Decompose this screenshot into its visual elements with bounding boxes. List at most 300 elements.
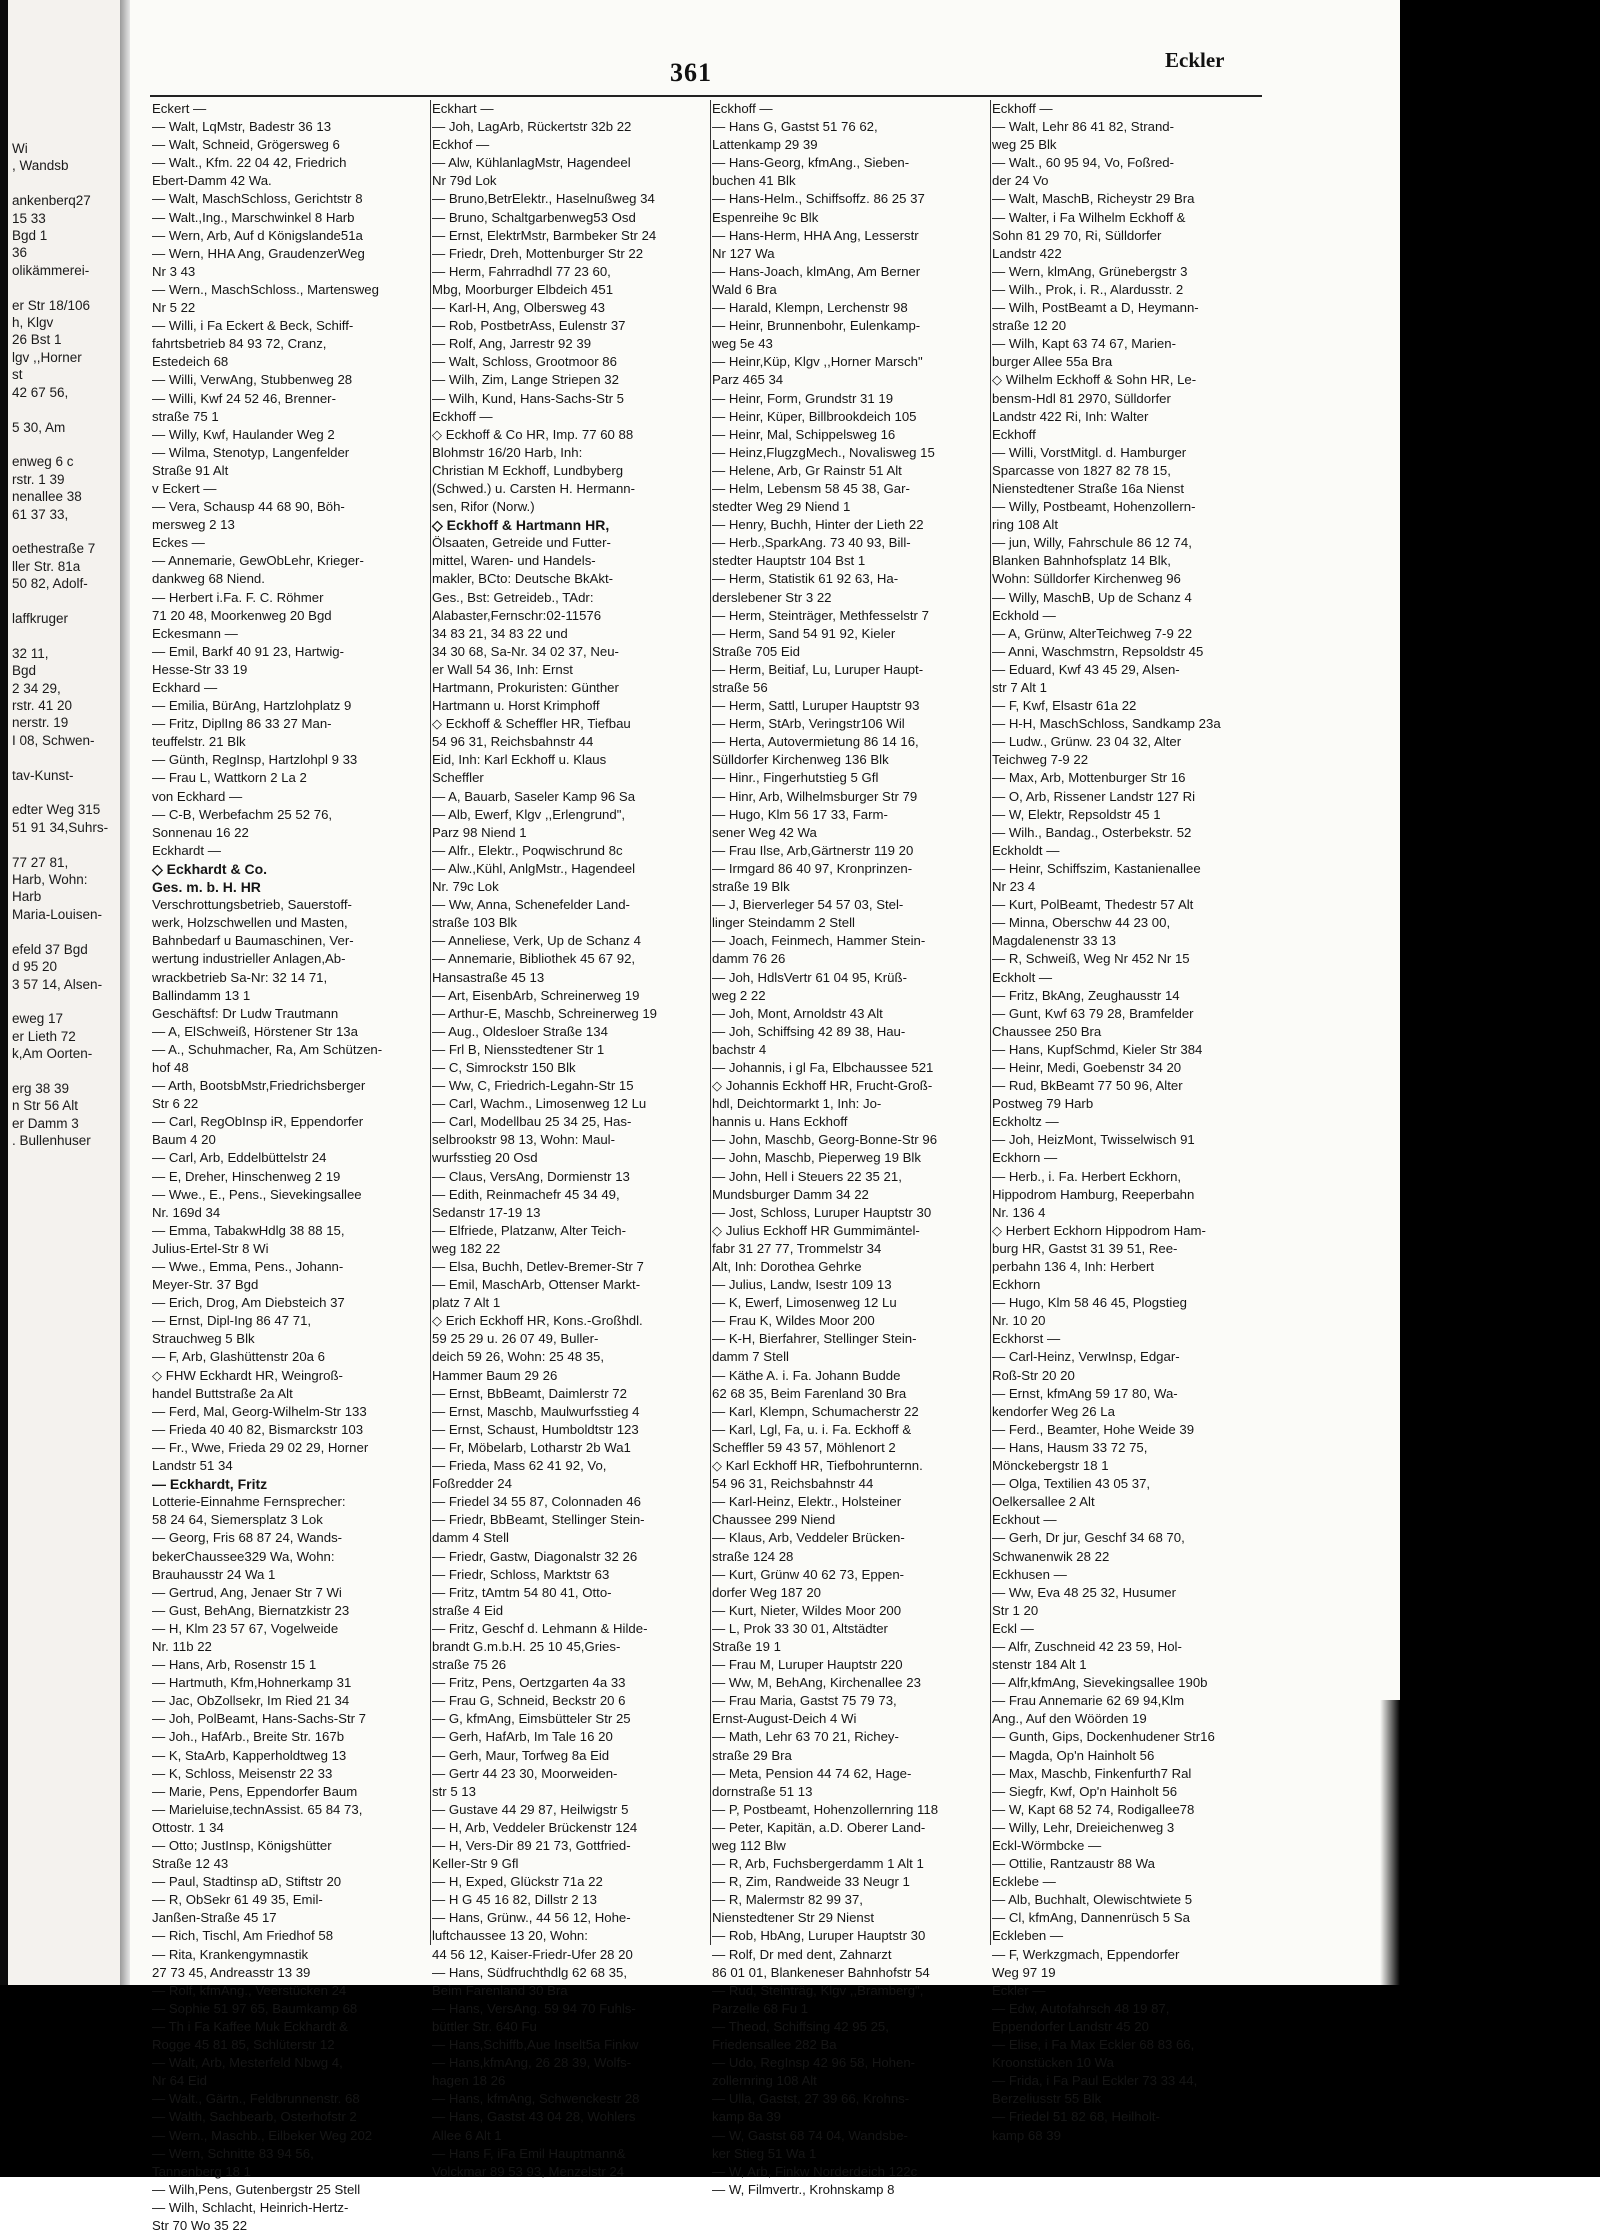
directory-entry: — Frau Maria, Gastst 75 79 73,: [712, 1693, 897, 1709]
column-divider: [430, 100, 431, 1945]
directory-entry: — Herm, Steinträger, Methfesselstr 7: [712, 607, 929, 623]
directory-entry: Ottostr. 1 34: [152, 1819, 224, 1835]
directory-entry: Mönckebergstr 18 1: [992, 1458, 1109, 1474]
directory-entry: — Frau M, Luruper Hauptstr 220: [712, 1657, 903, 1673]
directory-entry: Keller-Str 9 Gfl: [432, 1856, 519, 1872]
facing-page-line: nerstr. 19: [12, 715, 69, 731]
directory-entry: — Wern, Schnitte 83 94 56,: [152, 2145, 314, 2161]
directory-entry: straße 103 Blk: [432, 915, 518, 931]
directory-entry: — Alfr, Zuschneid 42 23 59, Hol-: [992, 1638, 1182, 1654]
facing-page-line: 42 67 56,: [12, 384, 69, 400]
directory-entry: — C, Simrockstr 150 Blk: [432, 1059, 576, 1075]
directory-entry: derslebener Str 3 22: [712, 589, 832, 605]
directory-entry: — Olga, Textilien 43 05 37,: [992, 1476, 1151, 1492]
facing-page-line: er Damm 3: [12, 1115, 79, 1131]
directory-entry: str 7 Alt 1: [992, 680, 1047, 695]
directory-entry: — Hans, KupfSchmd, Kieler Str 384: [992, 1041, 1203, 1057]
directory-entry: — Heinr, Mal, Schippelsweg 16: [712, 426, 896, 442]
directory-entry: — Alfr., Elektr., Poqwischrund 8c: [432, 842, 623, 858]
directory-entry: — Wilma, Stenotyp, Langenfelder: [152, 444, 350, 460]
directory-entry: Str 6 22: [152, 1096, 199, 1112]
facing-page-line: tav-Kunst-: [12, 767, 74, 783]
directory-entry: Nr 127 Wa: [712, 245, 775, 261]
directory-entry: — John, Hell i Steuers 22 35 21,: [712, 1168, 902, 1184]
directory-entry: — Willy, Lehr, Dreieichenweg 3: [992, 1819, 1175, 1835]
page-fold: [120, 0, 130, 1985]
directory-entry: — E, Dreher, Hinschenweg 2 19: [152, 1168, 341, 1184]
facing-page-line: rstr. 1 39: [12, 471, 65, 487]
directory-entry: — A., Schuhmacher, Ra, Am Schützen-: [152, 1041, 383, 1057]
directory-entry: teuffelstr. 21 Blk: [152, 734, 246, 750]
directory-entry: Estedeich 68: [152, 354, 229, 370]
directory-entry: — Hans, kfmAng, Schwenckestr 28: [432, 2091, 640, 2107]
directory-entry: — Ernst, Dipl-Ing 86 47 71,: [152, 1313, 312, 1329]
directory-entry: Eckhardt —: [152, 842, 221, 858]
directory-entry: — Wilh., Prok, i. R., Alardusstr. 2: [992, 281, 1184, 297]
facing-page-line: er Str 18/106: [12, 297, 91, 313]
directory-entry: Eckhorst —: [992, 1331, 1061, 1347]
facing-page-line: edter Weg 315: [12, 802, 101, 818]
directory-entry: weg 112 Blw: [712, 1838, 786, 1853]
directory-entry: Nr. 79c Lok: [432, 879, 499, 895]
directory-entry: buchen 41 Blk: [712, 173, 796, 189]
directory-entry: Oelkersallee 2 Alt: [992, 1494, 1095, 1510]
directory-entry: Straße 91 Alt: [152, 462, 229, 478]
facing-page-line: Bgd: [12, 663, 37, 679]
page-edge-shadow: [1380, 1700, 1400, 1985]
directory-entry: — Käthe A. i. Fa. Johann Budde: [712, 1367, 901, 1383]
directory-column-3: [712, 100, 982, 2197]
facing-page-line: [12, 593, 120, 610]
directory-entry: — Herm, Beitiaf, Lu, Luruper Haupt-: [712, 661, 924, 677]
directory-entry: — Willy, Kwf, Haulander Weg 2: [152, 426, 335, 442]
directory-entry: Hartmann u. Horst Krimphoff: [432, 698, 600, 714]
directory-entry: Nr. 169d 34: [152, 1204, 221, 1220]
directory-entry: hagen 18 26: [432, 2073, 506, 2089]
facing-page-line: nenallee 38: [12, 489, 82, 505]
directory-entry: Brauhausstr 24 Wa 1: [152, 1566, 276, 1582]
directory-entry: — Rita, Krankengymnastik: [152, 1946, 309, 1962]
directory-entry: — Herm, Sattl, Luruper Hauptstr 93: [712, 698, 920, 714]
facing-page-text: [12, 140, 120, 1150]
directory-entry: — Julius, Landw, Isestr 109 13: [712, 1277, 892, 1293]
facing-page-line: 15 33: [12, 210, 46, 226]
directory-entry: — Frida, i Fa Paul Eckler 73 33 44,: [992, 2073, 1198, 2089]
facing-page-line: [12, 175, 120, 192]
directory-entry: — K, StaArb, Kapperholdtweg 13: [152, 1747, 347, 1763]
directory-entry: — Karl, Klempn, Schumacherstr 22: [712, 1403, 919, 1419]
directory-entry: Eckholt —: [992, 969, 1053, 985]
directory-entry: Allee 6 Alt 1: [432, 2127, 502, 2143]
directory-entry: — Elsa, Buchh, Detlev-Bremer-Str 7: [432, 1259, 644, 1274]
directory-entry: Rogge 45 81 85, Schlüterstr 12: [152, 2037, 335, 2053]
directory-entry: Wald 6 Bra: [712, 281, 777, 297]
directory-entry: — H, Arb, Veddeler Brückenstr 124: [432, 1819, 638, 1835]
directory-entry: Lotterie-Einnahme Fernsprecher:: [152, 1494, 346, 1510]
directory-entry: dornstraße 51 13: [712, 1783, 813, 1799]
directory-entry: — Karl-H, Ang, Olbersweg 43: [432, 300, 605, 316]
directory-entry: — Max, Maschb, Finkenfurth7 Ral: [992, 1765, 1192, 1781]
facing-page-line: [12, 1063, 120, 1080]
directory-entry: straße 19 Blk: [712, 879, 790, 895]
directory-entry: Parz 98 Niend 1: [432, 824, 527, 840]
directory-entry: — Joh, HdlsVertr 61 04 95, Krüß-: [712, 969, 907, 985]
directory-entry: — R, ObSekr 61 49 35, Emil-: [152, 1892, 323, 1908]
directory-entry: wurfsstieg 20 Osd: [432, 1150, 538, 1166]
directory-entry: Eid, Inh: Karl Eckhoff u. Klaus: [432, 752, 607, 768]
directory-entry: — Joh, Schiffsing 42 89 38, Hau-: [712, 1023, 906, 1039]
directory-entry: — Hans, Arb, Rosenstr 15 1: [152, 1657, 317, 1673]
directory-entry: wertung industrieller Anlagen,Ab-: [152, 951, 346, 967]
directory-entry: sen, Rifor (Norw.): [432, 499, 535, 515]
directory-entry: Ballindamm 13 1: [152, 987, 251, 1003]
directory-entry: Eckholdt —: [992, 842, 1060, 858]
directory-entry: — P, Postbeamt, Hohenzollernring 118: [712, 1801, 939, 1817]
directory-entry: Nr 3 43: [152, 263, 196, 279]
directory-entry: — H, Klm 23 57 67, Vogelweide: [152, 1620, 339, 1636]
directory-entry: Eckhusen —: [992, 1566, 1067, 1582]
directory-entry: weg 182 22: [432, 1240, 501, 1256]
directory-entry: hdl, Deichtormarkt 1, Inh: Jo-: [712, 1096, 882, 1112]
directory-entry: Wohn: Sülldorfer Kirchenweg 96: [992, 571, 1181, 587]
directory-entry: straße 124 28: [712, 1548, 794, 1564]
facing-page-line: d 95 20: [12, 959, 58, 975]
directory-entry: — W, Arb, Finkw Norderdeich 122c: [712, 2163, 918, 2179]
directory-entry: — Walt., Gärtn., Feldbrunnenstr. 68: [152, 2091, 360, 2107]
directory-entry: Eckhof —: [432, 137, 490, 153]
directory-entry: weg 5e 43: [712, 336, 773, 352]
facing-page-line: Maria-Louisen-: [12, 906, 103, 922]
directory-entry: Ebert-Damm 42 Wa.: [152, 173, 272, 189]
directory-entry: — Kurt, Grünw 40 62 73, Eppen-: [712, 1566, 905, 1582]
facing-page-line: . Bullenhuser: [12, 1133, 91, 1149]
directory-entry: — R, Zim, Randweide 33 Neugr 1: [712, 1874, 910, 1890]
directory-entry: Landstr 51 34: [152, 1458, 233, 1474]
directory-entry: weg 2 22: [712, 987, 766, 1003]
directory-entry: Ecklebe —: [992, 1874, 1056, 1890]
directory-entry: Beim Farenland 30 Bra: [432, 1982, 568, 1998]
directory-entry: — Helene, Arb, Gr Rainstr 51 Alt: [712, 462, 902, 478]
directory-entry: — Joh, LagArb, Rückertstr 32b 22: [432, 119, 632, 135]
directory-entry: — Gerh, HafArb, Im Tale 16 20: [432, 1729, 613, 1745]
directory-entry: — Udo, RegInsp 42 96 58, Hohen-: [712, 2055, 916, 2071]
page-number: 361: [670, 58, 712, 87]
directory-entry: — Günth, RegInsp, Hartzlohpl 9 33: [152, 752, 358, 768]
directory-entry: — Hans F, iFa Emil Hauptmann&: [432, 2145, 626, 2161]
directory-entry: — Rolf, Ang, Jarrestr 92 39: [432, 336, 592, 352]
facing-page-line: Harb: [12, 889, 42, 905]
directory-entry: — Carl, Arb, Eddelbüttelstr 24: [152, 1150, 327, 1166]
directory-entry: — Ww, C, Friedrich-Legahn-Str 15: [432, 1078, 634, 1094]
directory-entry: Parz 465 34: [712, 372, 784, 388]
directory-entry: — F, Arb, Glashüttenstr 20a 6: [152, 1349, 325, 1365]
directory-entry: — Ulla, Gastst, 27 39 66, Krohns-: [712, 2091, 910, 2107]
directory-entry: — Gustave 44 29 87, Heilwigstr 5: [432, 1801, 629, 1817]
directory-entry: Scheffler 59 43 57, Möhlenort 2: [712, 1439, 896, 1455]
directory-entry: — Georg, Fris 68 87 24, Wands-: [152, 1530, 343, 1546]
directory-entry: — C-B, Werbefachm 25 52 76,: [152, 806, 333, 822]
facing-page-line: 77 27 81,: [12, 854, 69, 870]
directory-entry: — Friedel 34 55 87, Colonnaden 46: [432, 1494, 641, 1510]
directory-entry: der 24 Vo: [992, 173, 1049, 189]
directory-entry: bekerChaussee329 Wa, Wohn:: [152, 1548, 335, 1564]
directory-entry: — Heinr, Brunnenbohr, Eulenkamp-: [712, 318, 921, 334]
directory-entry: Nienstedtener Str 29 Nienst: [712, 1910, 874, 1926]
directory-entry: 62 68 35, Beim Farenland 30 Bra: [712, 1385, 907, 1401]
directory-entry: Ölsaaten, Getreide und Futter-: [432, 535, 611, 551]
facing-page-line: st: [12, 367, 23, 383]
directory-entry: — Hans, VersAng. 59 94 70 Fuhls-: [432, 2000, 636, 2016]
directory-entry: brandt G.m.b.H. 25 10 45,Gries-: [432, 1638, 621, 1654]
directory-entry: Alabaster,Fernschr:02-11576: [432, 607, 602, 623]
directory-entry: — Willy, MaschB, Up de Schanz 4: [992, 589, 1192, 605]
directory-entry: Sülldorfer Kirchenweg 136 Blk: [712, 752, 889, 768]
directory-entry: — Fritz, DiplIng 86 33 27 Man-: [152, 716, 332, 732]
directory-entry: mersweg 2 13: [152, 517, 235, 533]
directory-entry: Sonnenau 16 22: [152, 824, 249, 840]
directory-entry: — Alw, KühlanlagMstr, Hagendeel: [432, 155, 631, 171]
directory-entry: — Helm, Lebensm 58 45 38, Gar-: [712, 480, 910, 496]
directory-entry: — Hugo, Klm 56 17 33, Farm-: [712, 806, 888, 822]
directory-entry: — Hans-Herm, HHA Ang, Lesserstr: [712, 227, 919, 243]
directory-entry: — Friedr, Schloss, Marktstr 63: [432, 1566, 610, 1582]
directory-entry: — Herb.,SparkAng. 73 40 93, Bill-: [712, 535, 911, 551]
directory-entry: str 5 13: [432, 1783, 476, 1799]
directory-entry: (Schwed.) u. Carsten H. Hermann-: [432, 480, 636, 496]
directory-entry: Friedensallee 282 Ba: [712, 2037, 837, 2053]
directory-entry: — Rolf, kfmAng., Veerstücken 24: [152, 1982, 347, 1998]
directory-entry: — O, Arb, Rissener Landstr 127 Ri: [992, 788, 1196, 804]
facing-page-line: enweg 6 c: [12, 454, 74, 470]
directory-entry: Strauchweg 5 Blk: [152, 1331, 255, 1347]
directory-entry: 44 56 12, Kaiser-Friedr-Ufer 28 20: [432, 1946, 633, 1962]
directory-entry: Nr 23 4: [992, 879, 1036, 895]
directory-entry: Eckert —: [152, 101, 207, 116]
facing-page-line: efeld 37 Bgd: [12, 941, 88, 957]
directory-entry: 54 96 31, Reichsbahnstr 44: [712, 1476, 874, 1492]
directory-entry: — Walt, Schloss, Grootmoor 86: [432, 354, 617, 370]
directory-entry: — Heinr,Küp, Klgv ,,Horner Marsch": [712, 354, 923, 370]
directory-entry: Sohn 81 29 70, Ri, Sülldorfer: [992, 227, 1162, 243]
directory-entry: kamp 68 39: [992, 2127, 1061, 2143]
directory-entry: burg HR, Gastst 31 39 51, Ree-: [992, 1240, 1178, 1256]
directory-entry: Nr 5 22: [152, 300, 196, 316]
directory-entry: Eckleben —: [992, 1928, 1064, 1944]
directory-entry: Landstr 422 Ri, Inh: Walter: [992, 408, 1149, 424]
directory-entry: Nr. 10 20: [992, 1313, 1046, 1329]
directory-entry: — Frieda 40 40 82, Bismarckstr 103: [152, 1421, 364, 1437]
directory-entry: — Annemarie, Bibliothek 45 67 92,: [432, 951, 636, 967]
directory-entry: — Hans,Schiffb,Aue Inselt5a Finkw: [432, 2037, 639, 2053]
directory-entry: — H, Exped, Glückstr 71a 22: [432, 1874, 603, 1890]
directory-entry: — Wwe., E., Pens., Sievekingsallee: [152, 1186, 362, 1202]
directory-entry: — Bruno, Schaltgarbenweg53 Osd: [432, 209, 636, 225]
directory-entry: Alt, Inh: Dorothea Gehrke: [712, 1259, 862, 1274]
directory-entry: straße 75 26: [432, 1657, 507, 1673]
directory-entry: — Joh, PolBeamt, Hans-Sachs-Str 7: [152, 1711, 367, 1727]
directory-entry: — R, Malermstr 82 99 37,: [712, 1892, 863, 1908]
directory-entry: — H G 45 16 82, Dillstr 2 13: [432, 1892, 597, 1908]
directory-entry: Nienstedtener Straße 16a Nienst: [992, 480, 1185, 496]
directory-entry: Scheffler: [432, 770, 484, 786]
directory-entry: — Anni, Waschmstrn, Repsoldstr 45: [992, 643, 1204, 659]
directory-entry: ◇ Johannis Eckhoff HR, Frucht-Groß-: [712, 1078, 933, 1094]
directory-entry: — Fritz, Pens, Oertzgarten 4a 33: [432, 1675, 626, 1691]
directory-entry: — Gertr 44 23 30, Moorweiden-: [432, 1765, 618, 1781]
directory-entry: 54 96 31, Reichsbahnstr 44: [432, 734, 594, 750]
directory-entry: ring 108 Alt: [992, 517, 1058, 533]
scan-border-right: [1400, 0, 1600, 2177]
directory-entry: — Alw.,Kühl, AnlgMstr., Hagendeel: [432, 860, 636, 876]
directory-entry: Ang., Auf den Wöörden 19: [992, 1711, 1147, 1727]
facing-page-line: erg 38 39: [12, 1080, 70, 1096]
directory-entry: — W, Filmvertr., Krohnskamp 8: [712, 2181, 895, 2197]
directory-entry: — Rich, Tischl, Am Friedhof 58: [152, 1928, 334, 1944]
directory-entry: Hippodrom Hamburg, Reeperbahn: [992, 1186, 1195, 1202]
facing-page-line: 5 30, Am: [12, 419, 66, 435]
directory-entry: stedter Hauptstr 104 Bst 1: [712, 553, 866, 569]
directory-entry: Verschrottungsbetrieb, Sauerstoff-: [152, 897, 352, 913]
directory-entry: Eckhoff —: [992, 101, 1053, 116]
directory-entry: — Wilh, Kund, Hans-Sachs-Str 5: [432, 390, 625, 406]
directory-entry: — Elfriede, Platzanw, Alter Teich-: [432, 1222, 626, 1238]
firm-entry: Ges. m. b. H. HR: [152, 879, 261, 896]
header-rule: [150, 95, 1262, 97]
directory-entry: — Carl-Heinz, VerwInsp, Edgar-: [992, 1349, 1180, 1365]
directory-entry: — A, ElSchweiß, Hörstener Str 13a: [152, 1023, 358, 1039]
directory-entry: Eckl —: [992, 1620, 1034, 1636]
directory-entry: — Emil, MaschArb, Ottenser Markt-: [432, 1277, 641, 1293]
directory-entry: — Emma, TabakwHdlg 38 88 15,: [152, 1222, 345, 1238]
directory-entry: Volckmar 89 53 93, Menzelstr 24: [432, 2163, 625, 2179]
directory-entry: — Ernst, Schaust, Humboldtstr 123: [432, 1421, 639, 1437]
directory-entry: — Walt., 60 95 94, Vo, Foßred-: [992, 155, 1175, 171]
directory-entry: — K, Schloss, Meisenstr 22 33: [152, 1765, 333, 1781]
directory-entry: Postweg 79 Harb: [992, 1096, 1094, 1112]
firm-entry: ◇ Eckhardt & Co.: [152, 860, 268, 877]
column-divider: [990, 100, 991, 1945]
directory-entry: — Hans, Grünw., 44 56 12, Hohe-: [432, 1910, 631, 1926]
directory-entry: — Art, EisenbArb, Schreinerweg 19: [432, 987, 640, 1003]
directory-entry: — Frau Ilse, Arb,Gärtnerstr 119 20: [712, 842, 914, 858]
directory-entry: — A, Grünw, AlterTeichweg 7-9 22: [992, 625, 1193, 641]
directory-entry: bensm-Hdl 81 2970, Sülldorfer: [992, 390, 1171, 406]
directory-entry: — Frau K, Wildes Moor 200: [712, 1313, 875, 1329]
directory-entry: — Theod, Schiffsing 42 95 25,: [712, 2018, 889, 2034]
directory-entry: Magdalenenstr 33 13: [992, 933, 1116, 949]
directory-entry: — Ww, Anna, Schenefelder Land-: [432, 897, 630, 913]
directory-entry: — Edw, Autofahrsch 48 19 87,: [992, 2000, 1170, 2016]
facing-page-line: k,Am Oorten-: [12, 1046, 93, 1062]
directory-entry: — F, Werkzgmach, Eppendorfer: [992, 1946, 1180, 1962]
directory-entry: — Hans-Georg, kfmAng., Sieben-: [712, 155, 910, 171]
directory-entry: — Ludw., Grünw. 23 04 32, Alter: [992, 734, 1182, 750]
directory-entry: — Gertrud, Ang, Jenaer Str 7 Wi: [152, 1584, 342, 1600]
directory-entry: — Emil, Barkf 40 91 23, Hartwig-: [152, 643, 345, 659]
directory-entry: — Willi, VerwAng, Stubbenweg 28: [152, 372, 353, 388]
directory-entry: — Alfr,kfmAng, Sievekingsallee 190b: [992, 1675, 1208, 1691]
directory-entry: — L, Prok 33 30 01, Altstädter: [712, 1620, 888, 1636]
facing-page-line: [12, 784, 120, 801]
directory-entry: — Meta, Pension 44 74 62, Hage-: [712, 1765, 912, 1781]
directory-entry: Parzelle 68 Fu 1: [712, 2000, 809, 2016]
directory-entry: — Vera, Schausp 44 68 90, Böh-: [152, 499, 345, 515]
directory-entry: — Walt, LqMstr, Badestr 36 13: [152, 119, 332, 135]
directory-entry: Blanken Bahnhofsplatz 14 Blk,: [992, 553, 1171, 569]
facing-page-line: Wi: [12, 141, 28, 156]
directory-entry: Straße 19 1: [712, 1638, 781, 1654]
facing-page-line: [12, 627, 120, 644]
directory-entry: Eppendorfer Landstr 45 20: [992, 2018, 1149, 2034]
directory-entry: — Henry, Buchh, Hinter der Lieth 22: [712, 517, 924, 533]
directory-entry: ◇ Erich Eckhoff HR, Kons.-Großhdl.: [432, 1313, 643, 1329]
directory-entry: Eckhold —: [992, 607, 1056, 623]
directory-entry: — Fritz, tAmtm 54 80 41, Otto-: [432, 1584, 612, 1600]
directory-entry: — Carl, Modellbau 25 34 25, Has-: [432, 1114, 632, 1130]
directory-entry: Eckes —: [152, 535, 205, 551]
directory-entry: fabr 31 27 77, Trommelstr 34: [712, 1240, 882, 1256]
directory-entry: — Walt, Arb, Mesterfeld Nbwg 4,: [152, 2055, 343, 2071]
directory-entry: 34 83 21, 34 83 22 und: [432, 625, 568, 641]
directory-entry: — Ernst, Maschb, Maulwurfsstieg 4: [432, 1403, 640, 1419]
directory-entry: fahrtsbetrieb 84 93 72, Cranz,: [152, 336, 327, 352]
directory-entry: Janßen-Straße 45 17: [152, 1910, 277, 1926]
directory-entry: — Wilh,Pens, Gutenbergstr 25 Stell: [152, 2181, 361, 2197]
facing-page-line: 32 11,: [12, 645, 49, 661]
directory-entry: Baum 4 20: [152, 1132, 216, 1148]
directory-entry: zollernring 108 Alt: [712, 2073, 817, 2089]
facing-page-line: 2 34 29,: [12, 680, 61, 696]
directory-entry: — Gunt, Kwf 63 79 28, Bramfelder: [992, 1005, 1194, 1021]
directory-entry: Nr 79d Lok: [432, 173, 497, 189]
directory-entry: — Herm, Statistik 61 92 63, Ha-: [712, 571, 899, 587]
directory-entry: — Walt, Lehr 86 41 82, Strand-: [992, 119, 1175, 135]
directory-entry: Eckhoff —: [712, 101, 773, 116]
directory-entry: Eckhard —: [152, 680, 218, 695]
directory-entry: Roß-Str 20 20: [992, 1367, 1075, 1383]
directory-entry: handel Buttstraße 2a Alt: [152, 1385, 293, 1401]
directory-entry: 27 73 45, Andreasstr 13 39: [152, 1964, 311, 1980]
directory-entry: stedter Weg 29 Niend 1: [712, 499, 851, 515]
directory-entry: — Karl-Heinz, Elektr., Holsteiner: [712, 1494, 902, 1510]
directory-entry: — Ernst, ElektrMstr, Barmbeker Str 24: [432, 227, 657, 243]
facing-page-line: olikämmerei-: [12, 262, 90, 278]
directory-entry: er Wall 54 36, Inh: Ernst: [432, 661, 573, 677]
directory-entry: — Carl, Wachm., Limosenweg 12 Lu: [432, 1096, 647, 1112]
directory-entry: — Frieda, Mass 62 41 92, Vo,: [432, 1458, 607, 1474]
directory-entry: kamp 8a 39: [712, 2109, 781, 2125]
directory-entry: — Rolf, Dr med dent, Zahnarzt: [712, 1946, 892, 1962]
directory-entry: — Jac, ObZollsekr, Im Ried 21 34: [152, 1693, 350, 1709]
directory-entry: — Math, Lehr 63 70 21, Richey-: [712, 1729, 899, 1745]
directory-entry: Espenreihe 9c Blk: [712, 209, 819, 225]
facing-page-line: eweg 17: [12, 1011, 64, 1027]
facing-page-line: laffkruger: [12, 610, 69, 626]
column-divider: [710, 100, 711, 1945]
directory-entry: straße 75 1: [152, 408, 219, 424]
directory-entry: burger Allee 55a Bra: [992, 354, 1113, 370]
directory-entry: — Rud, Steinträg, Klgv ,,Bramberg",: [712, 1982, 924, 1998]
directory-entry: — Wilh, Schlacht, Heinrich-Hertz-: [152, 2199, 349, 2215]
directory-entry: straße 4 Eid: [432, 1602, 504, 1618]
directory-entry: — Kurt, Nieter, Wildes Moor 200: [712, 1602, 902, 1618]
directory-entry: — R, Schweiß, Weg Nr 452 Nr 15: [992, 951, 1190, 967]
directory-entry: makler, BCto: Deutsche BkAkt-: [432, 571, 614, 587]
directory-entry: Landstr 422: [992, 245, 1062, 261]
directory-entry: ◇ Julius Eckhoff HR Gummimäntel-: [712, 1222, 920, 1238]
directory-entry: Berzeliusstr 55 Blk: [992, 2091, 1102, 2107]
directory-entry: — Rob, PostbetrAss, Eulenstr 37: [432, 318, 626, 334]
